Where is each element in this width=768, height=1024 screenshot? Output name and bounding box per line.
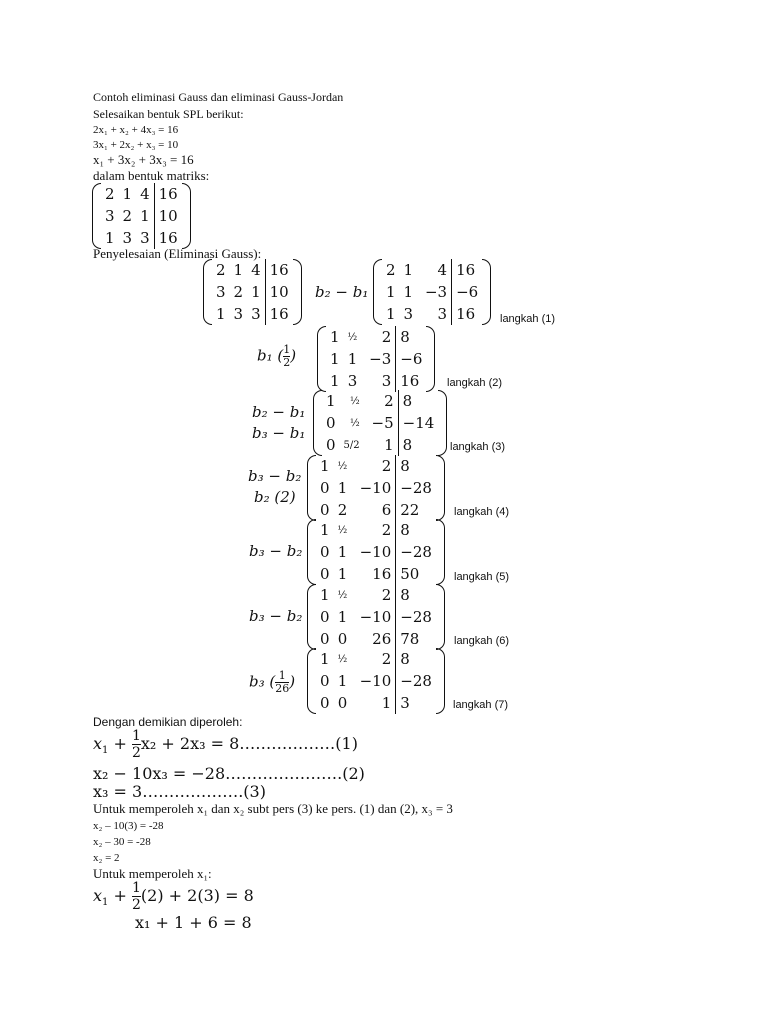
solution-label: Penyelesaian (Eliminasi Gauss): bbox=[93, 246, 262, 261]
equation-2: 3x₁ + 2x₂ + x₃ = 10 bbox=[93, 139, 179, 151]
step5-operation: b₃ − b₂ bbox=[249, 542, 303, 560]
step1-label: langkah (1) bbox=[500, 313, 556, 325]
step6-label: langkah (6) bbox=[454, 635, 510, 647]
substitution-step-2: x₂ – 30 = -28 bbox=[93, 836, 151, 848]
final-equation-1: $x_1$ + $\frac{1}{2}$ (2) + 2(3) = 8 bbox=[93, 880, 254, 913]
substitution-step-1: x₂ – 10(3) = -28 bbox=[93, 820, 164, 832]
task-text: Selesaikan bentuk SPL berikut: bbox=[93, 107, 244, 121]
step4-operation-1: b₃ − b₂ bbox=[248, 467, 302, 485]
step7-label: langkah (7) bbox=[453, 699, 509, 711]
matrix-label: dalam bentuk matriks: bbox=[93, 168, 210, 183]
result-equation-1: $x_1$ + $\frac{1}{2}$ x₂ + 2x₃ = 8………………(1) bbox=[93, 728, 358, 761]
final-equation-2: x₁ + 1 + 6 = 8 bbox=[135, 913, 252, 932]
x1-label: Untuk memperoleh x₁: bbox=[93, 866, 212, 881]
step4-operation-2: b₂ (2) bbox=[254, 488, 296, 506]
step3-operation-2: b₃ − b₁ bbox=[252, 424, 306, 442]
step2-operation: b₁ ( $\frac{1}{2}$ ) bbox=[257, 343, 297, 369]
step7-operation: b₃ ( $\frac{1}{26}$ ) bbox=[249, 669, 296, 695]
substitution-step-3: x₂ = 2 bbox=[93, 852, 120, 864]
step3-matrix: 1 ½ 2 8 0 ½ −5 −14 0 5/2 1 8 bbox=[313, 390, 447, 456]
result-equation-2: x₂ − 10x₃ = −28………………….(2) bbox=[93, 764, 365, 783]
step5-label: langkah (5) bbox=[454, 571, 510, 583]
step7-matrix: 1 ½ 2 8 0 1 −10 −28 0 0 1 3 bbox=[307, 648, 445, 714]
step4-matrix: 1 ½ 2 8 0 1 −10 −28 0 2 6 22 bbox=[307, 455, 445, 521]
step1-source-matrix: 2 1 4 16 3 2 1 10 1 3 3 16 bbox=[203, 259, 302, 325]
step6-operation: b₃ − b₂ bbox=[249, 607, 303, 625]
result-intro: Dengan demikian diperoleh: bbox=[93, 715, 243, 729]
substitution-text: Untuk memperoleh x₁ dan x₂ subt pers (3) ke pers. (1) dan (2), x₃ = 3 bbox=[93, 801, 453, 816]
step1-operation: b₂ − b₁ bbox=[315, 283, 369, 301]
result-equation-3: x₃ = 3……………….(3) bbox=[93, 782, 266, 801]
step5-matrix: 1 ½ 2 8 0 1 −10 −28 0 1 16 50 bbox=[307, 519, 445, 585]
document-title: Contoh eliminasi Gauss dan eliminasi Gauss-Jordan bbox=[93, 90, 344, 104]
step2-matrix: 1 ½ 2 8 1 1 −3 −6 1 3 3 16 bbox=[317, 326, 435, 392]
step4-label: langkah (4) bbox=[454, 506, 510, 518]
step2-label: langkah (2) bbox=[447, 377, 503, 389]
step6-matrix: 1 ½ 2 8 0 1 −10 −28 0 0 26 78 bbox=[307, 584, 445, 650]
initial-matrix: 2 1 4 16 3 2 1 10 1 3 3 16 bbox=[92, 183, 191, 249]
step1-matrix: 2 1 4 16 1 1 −3 −6 1 3 3 16 bbox=[373, 259, 491, 325]
step3-operation-1: b₂ − b₁ bbox=[252, 403, 306, 421]
equation-1: 2x₁ + x₂ + 4x₃ = 16 bbox=[93, 124, 179, 136]
step3-label: langkah (3) bbox=[450, 441, 506, 453]
equation-3: x₁ + 3x₂ + 3x₃ = 16 bbox=[93, 152, 194, 167]
